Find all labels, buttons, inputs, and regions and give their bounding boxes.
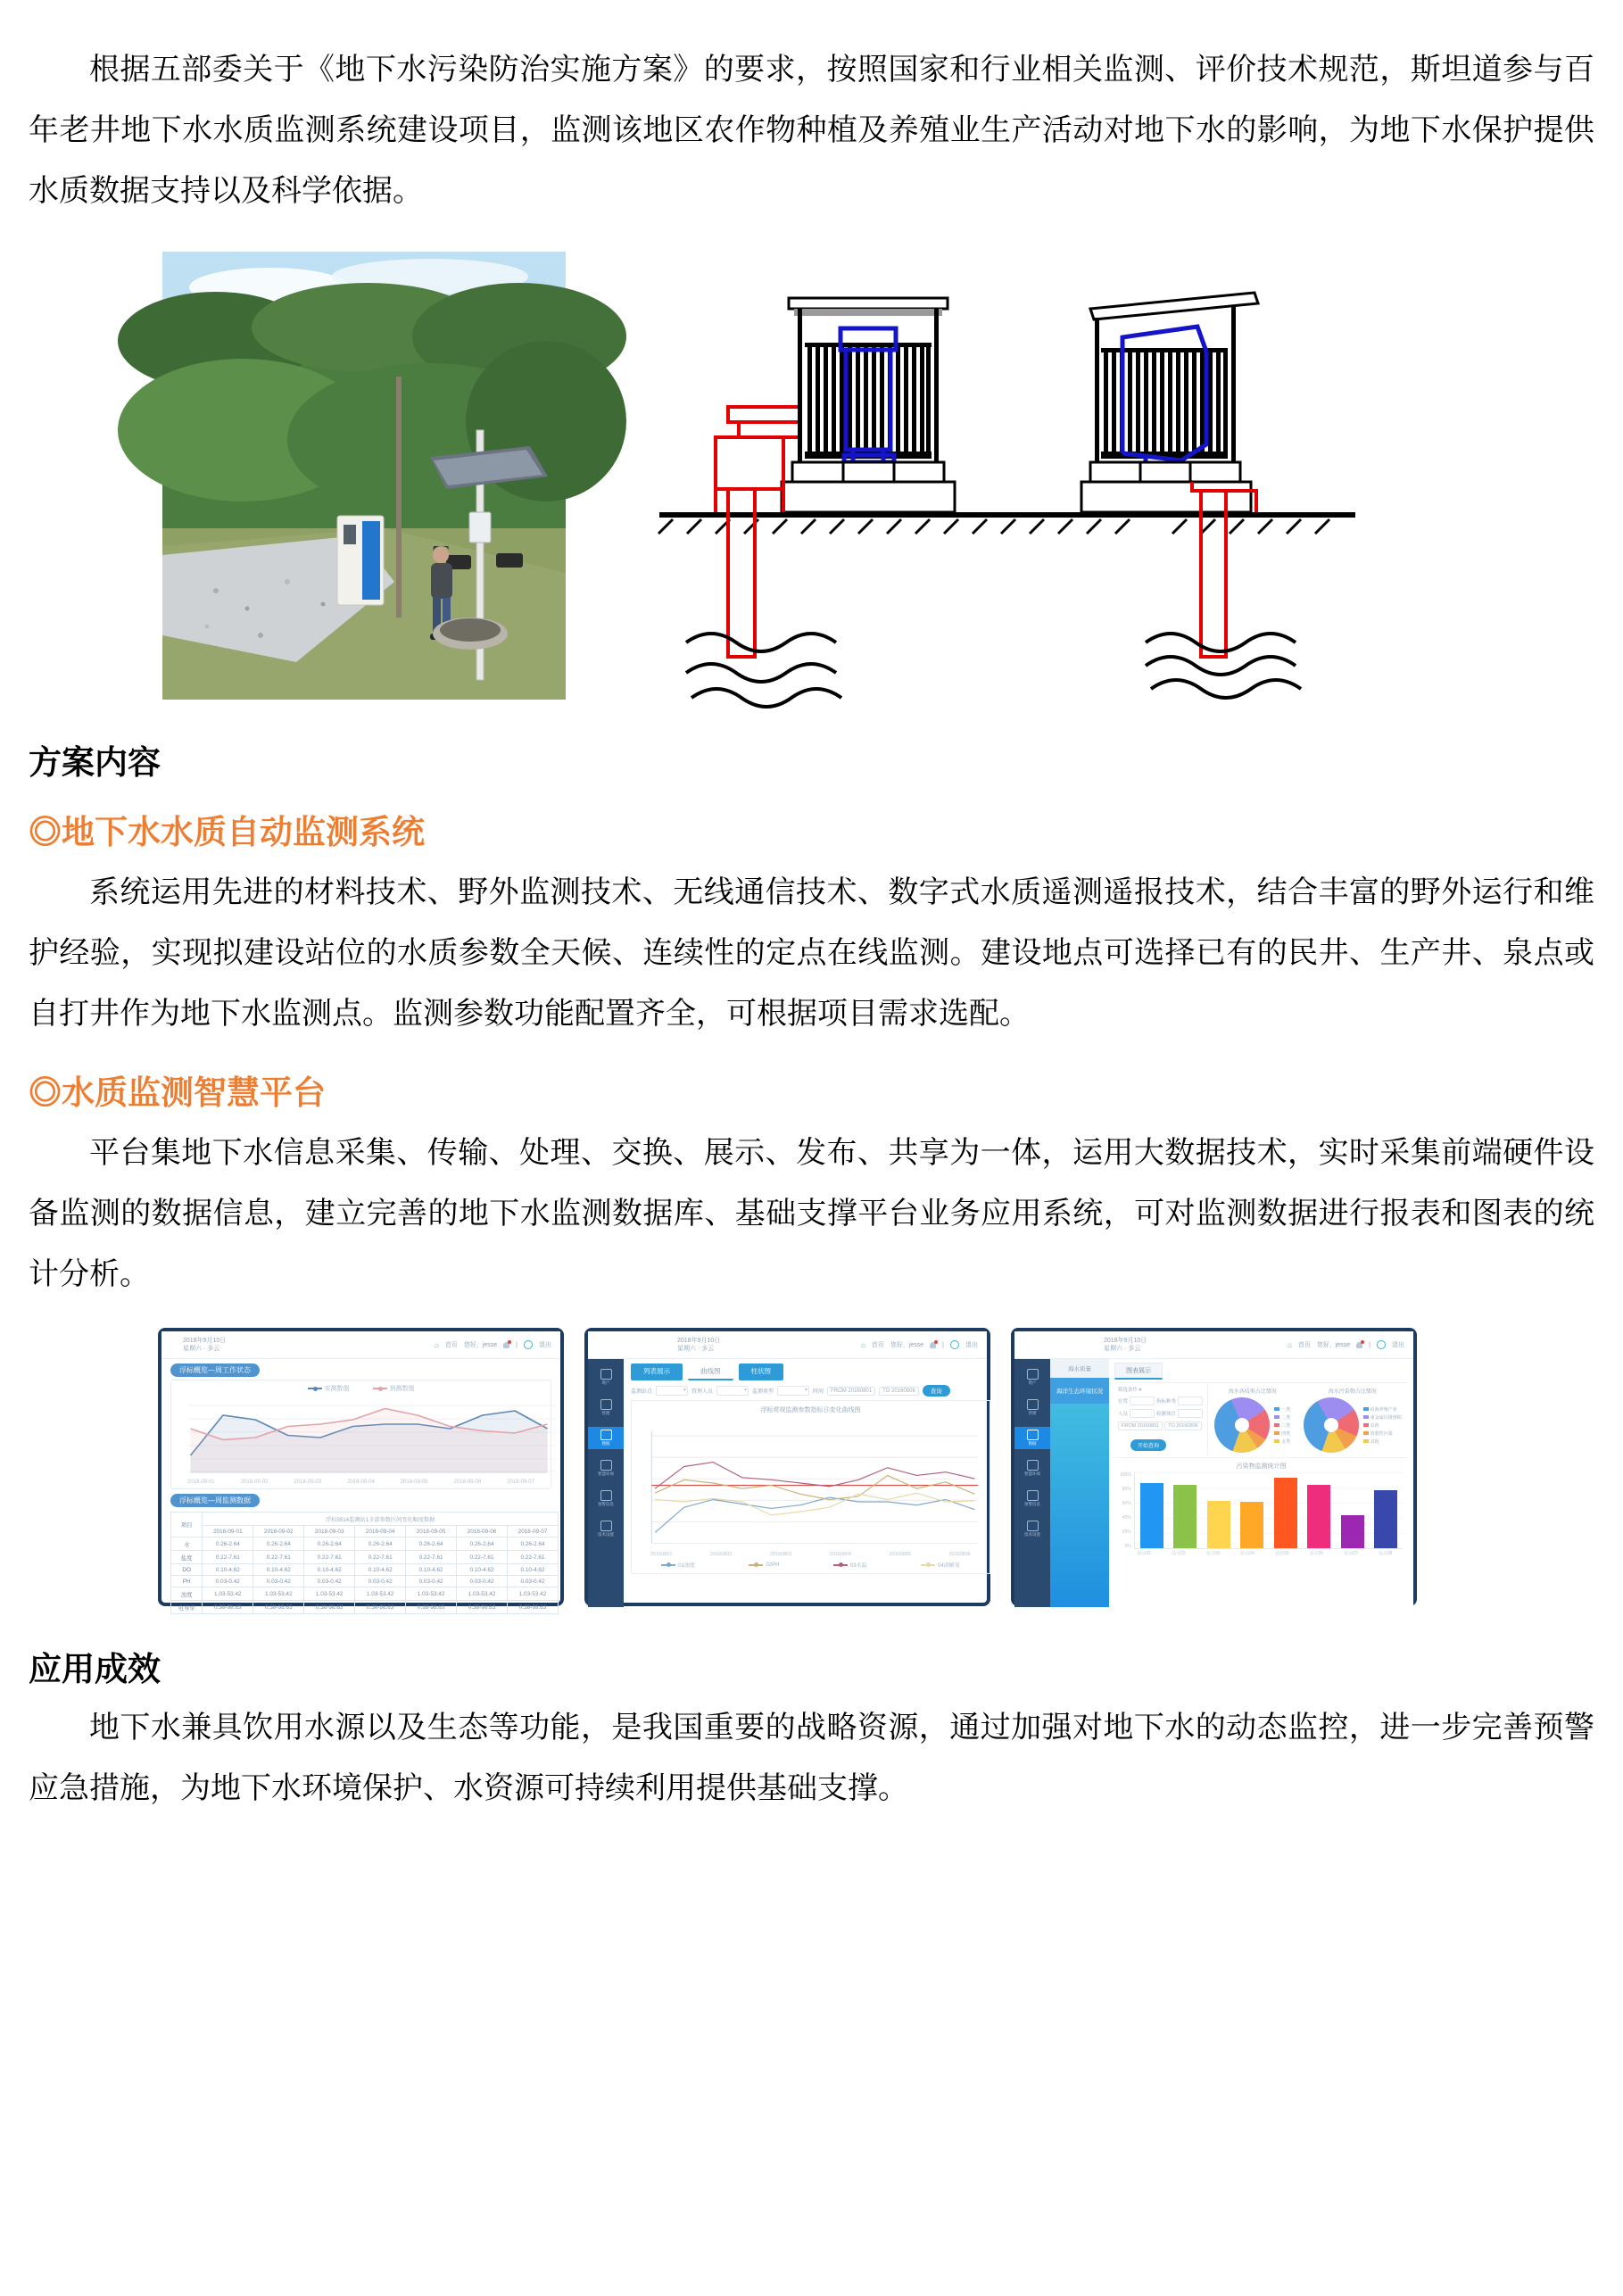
intro-paragraph: 根据五部委关于《地下水污染防治实施方案》的要求，按照国家和行业相关监测、评价技术规范，斯坦道参与百年老井地下水水质监测系统建设项目，监测该地区农作物种植及养殖业生产活动对地下水的影响，为地下水保护提供水质数据支持以及科学依据。 — [29, 53, 1594, 208]
figure-row — [162, 252, 1594, 700]
sidebar-item: 资产 — [1014, 1366, 1050, 1388]
monitoring-cabinet-a — [782, 298, 955, 512]
date-from-field: FROM 20160801 — [1118, 1422, 1163, 1430]
logout-link: 退出 — [539, 1342, 551, 1348]
groundwater-waves-a — [686, 634, 841, 707]
dashboard-weekly-overview — [158, 1328, 564, 1612]
home-link: 首页 — [444, 1342, 458, 1348]
filter-label-time: 时间 — [813, 1389, 824, 1395]
divider: | — [516, 1341, 518, 1348]
home-link: 首页 — [871, 1342, 884, 1348]
tab-曲线图: 曲线图 — [688, 1364, 733, 1380]
auto-monitoring-paragraph: 系统运用先进的材料技术、野外监测技术、无线通信技术、数字式水质遥测遥报技术，结合丰富的野外运行和维护经验，实现拟建设站位的水质参数全天候、连续性的定点在线监测。建设地点可选择已有的民井、生产井、泉点或自打井作为地下水监测点。监测参数功能配置齐全，可根据项目需求选配。 — [29, 875, 1594, 1031]
dashboard-sidebar — [588, 1359, 624, 1607]
section-heading-effect: 应用成效 — [29, 1651, 161, 1687]
filter-label-manager: 管理人员 — [691, 1389, 714, 1395]
user-greeting: 您好，jesse — [890, 1342, 924, 1348]
dashboard-actions — [861, 1340, 978, 1349]
dashboard-date: 2018年9月10日 星期六 · 多云 — [1104, 1338, 1147, 1352]
bar-series — [1134, 1472, 1403, 1549]
x-axis-labels: 20160801 20160802 20160803 20160804 20160805 20160806 — [650, 1552, 971, 1557]
dashboard-marine-stats — [1011, 1328, 1417, 1606]
home-icon: ⌂ — [860, 1340, 865, 1349]
home-icon: ⌂ — [1287, 1340, 1292, 1349]
bar — [1341, 1515, 1364, 1548]
sidebar-item: 智慧环保 — [588, 1457, 624, 1480]
subsection-auto-monitoring-system: ◎地下水水质自动监测系统 — [29, 814, 425, 850]
bell-icon — [930, 1342, 936, 1348]
bar — [1207, 1501, 1230, 1548]
date-to-field: TO 20160806 — [879, 1387, 919, 1396]
dashboard-date: 2018年9月10日 星期六 · 多云 — [677, 1338, 721, 1352]
filter-bar — [631, 1385, 990, 1397]
platform-screenshot-row — [158, 1328, 1594, 1612]
power-icon — [1377, 1340, 1386, 1349]
subsection-smart-platform: ◎水质监测智慧平台 — [29, 1074, 326, 1111]
sidebar-item: 数据 — [1014, 1427, 1050, 1449]
filter-label-station: 监测站点 — [631, 1389, 653, 1395]
monitoring-cabinet-b — [1081, 293, 1258, 512]
donut-charts — [1208, 1383, 1408, 1455]
bar — [1374, 1490, 1397, 1548]
bell-icon — [1356, 1342, 1362, 1348]
dashboard-actions — [1288, 1340, 1404, 1349]
effect-paragraph: 地下水兼具饮用水源以及生态等功能，是我国重要的战略资源，通过加强对地下水的动态监控，进一步完善预警应急措施，为地下水环境保护、水资源可持续利用提供基础支撑。 — [29, 1711, 1594, 1805]
well-ring — [433, 618, 508, 650]
user-greeting: 您好，jesse — [463, 1342, 498, 1348]
sidebar-item: 智慧环保 — [1014, 1457, 1050, 1480]
bell-icon — [503, 1342, 509, 1348]
start-query-button: 开始查询 — [1130, 1439, 1166, 1451]
bar-chart-title: 污染物监测统计图 — [1236, 1463, 1287, 1470]
sidebar-item: 预警信息 — [1014, 1488, 1050, 1510]
manager-select — [716, 1386, 749, 1396]
tab-chart-display: 图表展示 — [1114, 1363, 1163, 1380]
chart-title: 浮标常规监测参数指标日变化曲线图 — [760, 1407, 861, 1413]
date-from-field: FROM 20160801 — [827, 1387, 875, 1396]
filter-title: 筛选条件 ▾ — [1118, 1388, 1142, 1393]
view-tabs — [631, 1364, 990, 1380]
well-monitoring-diagram — [646, 266, 1369, 685]
user-greeting: 您好，jesse — [1316, 1342, 1351, 1348]
tab-柱状图: 柱状图 — [739, 1364, 784, 1380]
divider: | — [942, 1341, 944, 1348]
indicator-select — [1178, 1397, 1203, 1405]
sidebar-item: 技术设置 — [1014, 1518, 1050, 1540]
water-class-donut — [1214, 1397, 1270, 1453]
item-select — [1178, 1409, 1203, 1418]
sidebar-item: 技术设置 — [588, 1518, 624, 1540]
line-chart-svg — [175, 1395, 563, 1477]
filter-panel: 筛选条件 ▾ 位置 指标种类 人员 检测项目 FROM 20160801 TO 20160806 开始查询 — [1114, 1383, 1208, 1455]
date-to-field: TO 20160806 — [1164, 1422, 1202, 1430]
location-select — [1130, 1397, 1155, 1405]
secondary-panel-item: 海洋生态环境状况 — [1050, 1378, 1109, 1404]
dashboard-curve-view — [584, 1328, 990, 1606]
secondary-panel — [1050, 1359, 1109, 1607]
bar — [1240, 1502, 1263, 1548]
logout-link: 退出 — [1392, 1342, 1404, 1348]
dashboard-actions — [435, 1340, 551, 1349]
donut1-legend: 一类 二类 三类 四类 五类 — [1274, 1405, 1290, 1446]
curve-chart-area — [631, 1400, 990, 1574]
monitoring-site-photo — [162, 252, 566, 700]
multi-line-chart-svg — [634, 1416, 987, 1550]
section-heading-plan: 方案内容 — [29, 744, 161, 781]
pollutant-donut — [1304, 1397, 1359, 1453]
power-icon — [524, 1340, 533, 1349]
y-axis-labels: 100% 80% 60% 40% 20% 0% — [1120, 1472, 1131, 1549]
filter-label-type: 监测类型 — [752, 1389, 774, 1395]
donut2-legend: 沿海养殖产业 重金属垃圾堆积 农药 放射性污染 其他 — [1363, 1405, 1402, 1446]
dashboard-date: 2018年9月10日 星期六 · 多云 — [183, 1338, 227, 1352]
weekly-data-table: 项目 浮标5514监测站1全部参数区间变化幅度数据 2018-09-01 2018-09-02 2018-09-03 2018-09-04 2018-09-05 2018-09-06 2018-09-07 水 0.26-2.64 0.26-2.64 0.26-2.64 0.26-2.64 0.26-2.64 0.26-2.64 0.26-2.64 盐度 0.22-7.61 0.22-7.61 0.22-7.61 0.22-7.61 0.22-7.61 0.22-7.61 0.22-7.61 DO 0.10-4.62 0.10-4.62 0.10-4.62 0.10-4.62 0.10-4.62 0.10-4.62 0.10-4.62 PH 0.03-0.42 0.03-0.42 0.03-0.42 0.03-0.42 0.03-0.42 0.03-0.42 0.03-0.42 浊度 1.03-53.42 1.03-53.42 1.03-53.42 1.03-53.42 1.03-53.42 1.03-53.42 1.03-53.42 电导率 0.38-98.63 0.38-98.63 0.38-98.63 0.38-98.63 0.38-98.63 0.38-98.63 0.38-98.63 — [170, 1512, 559, 1614]
chart-legend: 实测数值 预测数值 — [175, 1382, 547, 1395]
dashboard3-topbar — [1014, 1331, 1413, 1359]
utility-pole — [396, 377, 402, 618]
dashboard-sidebar — [1014, 1359, 1050, 1607]
sidebar-item: 数据 — [588, 1427, 624, 1449]
chart-legend: 01浊度 02PH 03水温 04溶解氧 — [634, 1557, 987, 1571]
divider: | — [1369, 1341, 1370, 1348]
logout-link: 退出 — [965, 1342, 978, 1348]
equipment-cabinet — [337, 516, 384, 605]
sidebar-item: 资产 — [588, 1366, 624, 1388]
groundwater-waves-b — [1146, 634, 1301, 698]
power-icon — [950, 1340, 959, 1349]
bar — [1140, 1483, 1163, 1548]
type-select — [777, 1386, 809, 1396]
sidebar-item: 管理 — [1014, 1397, 1050, 1419]
dashboard1-topbar — [161, 1331, 560, 1359]
bar — [1173, 1485, 1197, 1548]
panel-pill-monitor-data: 浮标概览—周监测数据 — [170, 1494, 260, 1507]
home-link: 首页 — [1297, 1342, 1311, 1348]
station-select — [656, 1386, 688, 1396]
bar — [1307, 1485, 1330, 1548]
pollutant-bar-chart — [1114, 1457, 1408, 1556]
sidebar-item: 预警信息 — [588, 1488, 624, 1510]
donut1-title: 海水各质类占比情况 — [1228, 1389, 1277, 1395]
weekly-line-chart — [170, 1380, 551, 1489]
bar — [1274, 1478, 1297, 1548]
dashboard2-topbar — [588, 1331, 987, 1359]
person-select — [1130, 1409, 1155, 1418]
home-icon: ⌂ — [434, 1340, 439, 1349]
well-pipe-a — [716, 407, 798, 657]
secondary-panel-header: 海水质量 — [1050, 1359, 1109, 1378]
panel-pill-work-status: 浮标概览—周工作状态 — [170, 1364, 260, 1377]
tab-列表展示: 列表展示 — [631, 1364, 683, 1380]
donut2-title: 海水污染物占比情况 — [1328, 1389, 1377, 1395]
bar-x-labels: 站点01 站点02 站点03 站点04 站点05 站点06 站点07 站点08 — [1137, 1551, 1393, 1556]
smart-platform-paragraph: 平台集地下水信息采集、传输、处理、交换、展示、发布、共享为一体，运用大数据技术，实时采集前端硬件设备监测的数据信息，建立完善的地下水监测数据库、基础支撑平台业务应用系统，可对监测数据进行报表和图表的统计分析。 — [29, 1136, 1594, 1291]
sidebar-item: 管理 — [588, 1397, 624, 1419]
search-button: 查询 — [923, 1385, 950, 1397]
x-axis-labels: 2018-09-01 2018-09-02 2018-09-03 2018-09-04 2018-09-05 2018-09-06 2018-09-07 — [187, 1480, 534, 1485]
